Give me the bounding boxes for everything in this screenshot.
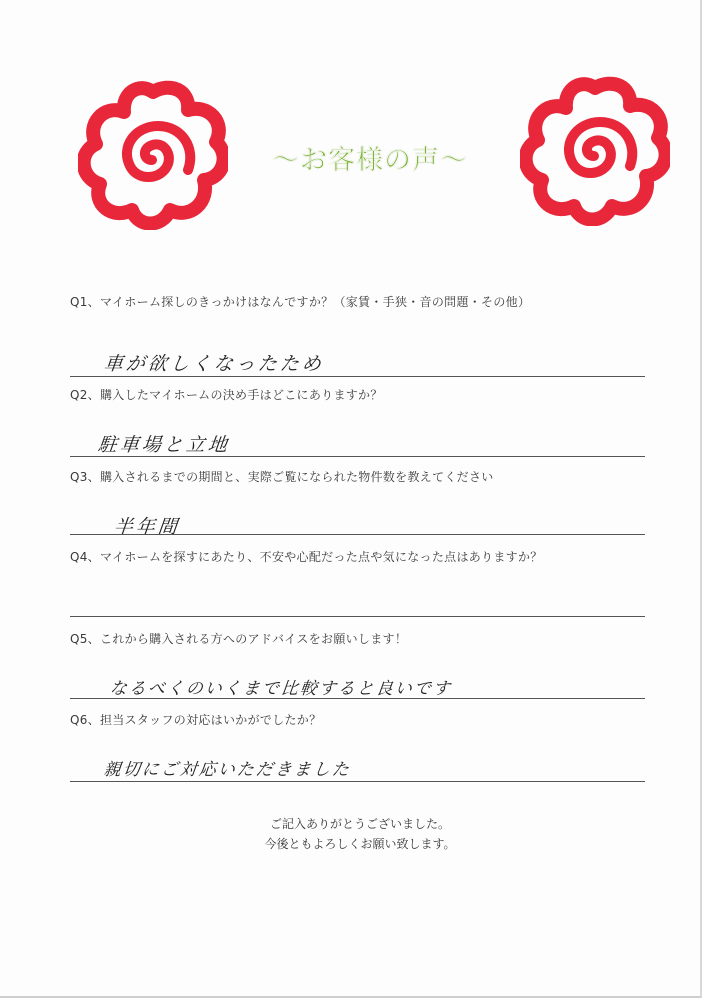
closing-line-1: ご記入ありがとうございました。 (269, 817, 450, 831)
answer-line (70, 616, 645, 617)
question-block-5 (70, 630, 645, 699)
question-block-1 (70, 293, 645, 375)
question-text: Q4、マイホームを探すにあたり、不安や心配だった点や気になった点はありますか？ (70, 550, 543, 564)
closing-message (200, 814, 520, 854)
red-swirl-flower-icon (78, 80, 228, 230)
handwritten-answer: 駐車場と立地 (96, 434, 232, 456)
red-swirl-flower-icon (520, 76, 670, 226)
question-text: Q5、これから購入される方へのアドバイスをお願いします！ (70, 632, 408, 646)
question-block-6 (70, 711, 645, 780)
question-block-4 (70, 548, 645, 565)
handwritten-answer: 車が欲しくなったため (102, 353, 326, 375)
question-block-2 (70, 386, 645, 456)
question-block-3 (70, 468, 645, 538)
question-text: Q2、購入したマイホームの決め手はどこにありますか？ (70, 388, 383, 402)
answer-line (70, 376, 645, 377)
question-text: Q1、マイホーム探しのきっかけはなんですか？（家賃・手狭・音の問題・その他） (70, 295, 531, 309)
page-title: ～お客様の声～ (272, 145, 468, 176)
handwritten-answer: 親切にご対応いただきました (102, 760, 352, 780)
answer-line (70, 698, 645, 699)
answer-line (70, 534, 645, 535)
handwritten-answer: なるべくのいくまで比較すると良いです (108, 679, 453, 699)
answer-line (70, 456, 645, 457)
question-text: Q3、購入されるまでの期間と、実際ご覧になられた物件数を教えてください (70, 470, 494, 484)
handwritten-answer: 半年間 (112, 516, 182, 538)
answer-line (70, 781, 645, 782)
question-text: Q6、担当スタッフの対応はいかがでしたか？ (70, 713, 322, 727)
closing-line-2: 今後ともよろしくお願い致します。 (264, 837, 456, 851)
